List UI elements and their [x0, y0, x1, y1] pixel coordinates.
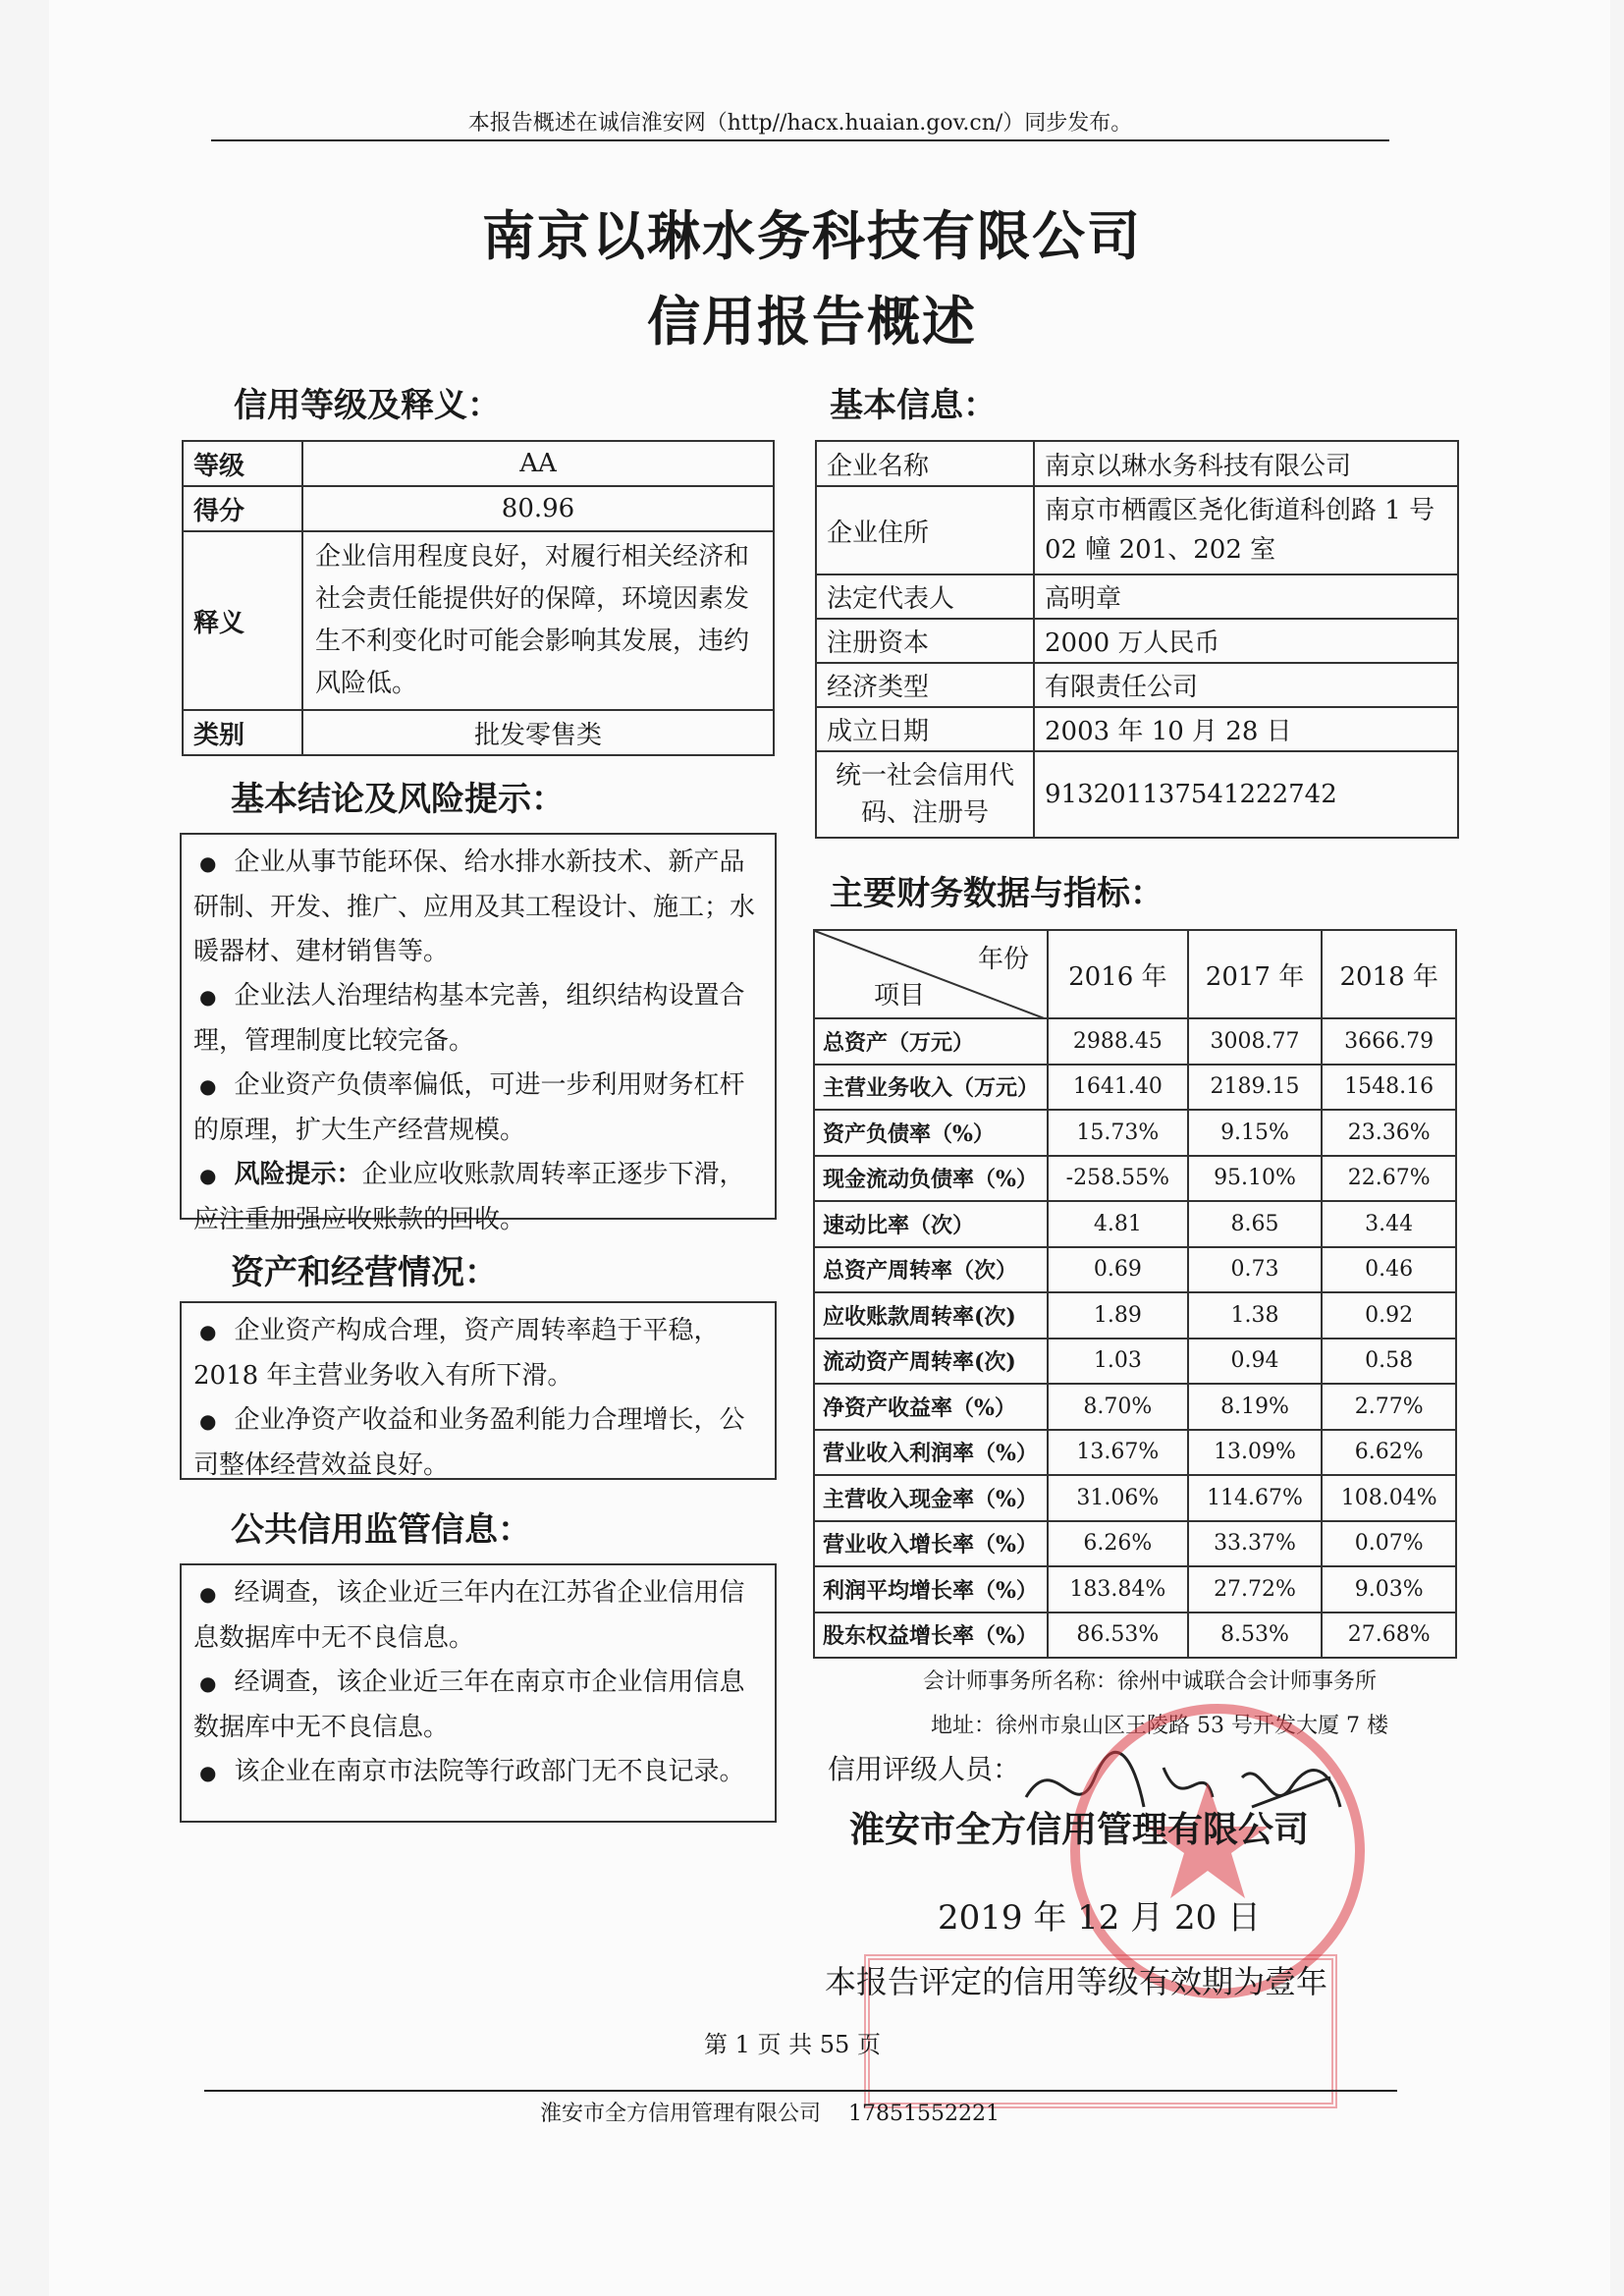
- score-value: 80.96: [302, 486, 774, 531]
- score-label: 得分: [183, 486, 302, 531]
- fin-row: [814, 1613, 1456, 1659]
- public-info-box: [180, 1563, 777, 1823]
- fin-body: [814, 1018, 1456, 1658]
- fin-value: 8.53%: [1188, 1613, 1323, 1659]
- fin-year: 2017 年: [1188, 930, 1323, 1018]
- conclusion-item: ● 企业从事节能环保、给水排水新技术、新产品研制、开发、推广、应用及其工程设计、施工；水暖器材、建材销售等。: [193, 841, 763, 974]
- header-rule: [211, 139, 1389, 141]
- fin-row: [814, 1475, 1456, 1521]
- conclusion-title: 基本结论及风险提示：: [231, 780, 565, 819]
- basic-value: 2000 万人民币: [1034, 619, 1458, 663]
- validity-note: 本报告评定的信用等级有效期为壹年: [825, 1963, 1328, 2000]
- fin-item: 总资产（万元）: [814, 1018, 1048, 1065]
- accountant-address: 地址：徐州市泉山区王陵路 53 号开发大厦 7 楼: [931, 1714, 1388, 1738]
- grade-label: 等级: [183, 441, 302, 486]
- fin-row: [814, 1292, 1456, 1339]
- fin-value: 9.03%: [1322, 1566, 1456, 1613]
- category-value: 批发零售类: [302, 710, 774, 755]
- basic-value: 有限责任公司: [1034, 663, 1458, 707]
- fin-value: 0.46: [1322, 1247, 1456, 1293]
- fin-row: [814, 1430, 1456, 1476]
- fin-value: 114.67%: [1188, 1475, 1323, 1521]
- fin-item: 利润平均增长率（%）: [814, 1566, 1048, 1613]
- report-date: 2019 年 12 月 20 日: [938, 1898, 1262, 1938]
- basic-key: 成立日期: [816, 707, 1034, 751]
- fin-value: 0.07%: [1322, 1521, 1456, 1567]
- public-item: ● 该企业在南京市法院等行政部门无不良记录。: [193, 1750, 763, 1795]
- fin-value: 6.26%: [1048, 1521, 1188, 1567]
- fin-item: 主营业务收入（万元）: [814, 1065, 1048, 1111]
- risk-item: [193, 1153, 763, 1242]
- assets-box: [180, 1301, 777, 1480]
- basic-value: 913201137541222742: [1034, 751, 1458, 838]
- fin-value: 0.73: [1188, 1247, 1323, 1293]
- fin-row: [814, 1110, 1456, 1156]
- fin-corner-cell: [814, 930, 1048, 1018]
- header-note: 本报告概述在诚信淮安网（http//hacx.huaian.gov.cn/）同步发布。: [467, 111, 1133, 136]
- basic-info-table: [815, 440, 1459, 839]
- fin-value: 33.37%: [1188, 1521, 1323, 1567]
- basic-key: 经济类型: [816, 663, 1034, 707]
- fin-value: 0.94: [1188, 1339, 1323, 1385]
- basic-value: 南京市栖霞区尧化街道科创路 1 号 02 幢 201、202 室: [1034, 486, 1458, 574]
- assets-item: ● 企业净资产收益和业务盈利能力合理增长，公司整体经营效益良好。: [193, 1398, 763, 1488]
- fin-value: 1641.40: [1048, 1065, 1188, 1111]
- basic-value: 2003 年 10 月 28 日: [1034, 707, 1458, 751]
- basic-info-title: 基本信息：: [830, 386, 997, 425]
- fin-item: 营业收入利润率（%）: [814, 1430, 1048, 1476]
- fin-item: 净资产收益率（%）: [814, 1384, 1048, 1430]
- fin-item: 股东权益增长率（%）: [814, 1613, 1048, 1659]
- fin-row: [814, 1156, 1456, 1202]
- grade-value: AA: [302, 441, 774, 486]
- basic-key: 企业名称: [816, 441, 1034, 486]
- meaning-value: 企业信用程度良好，对履行相关经济和社会责任能提供好的保障，环境因素发生不利变化时可能会影响其发展，违约风险低。: [302, 531, 774, 710]
- fin-value: 8.70%: [1048, 1384, 1188, 1430]
- fin-value: 95.10%: [1188, 1156, 1323, 1202]
- fin-value: 0.58: [1322, 1339, 1456, 1385]
- basic-key: 统一社会信用代码、注册号: [816, 751, 1034, 838]
- rater-label: 信用评级人员：: [828, 1753, 1021, 1785]
- fin-value: 13.09%: [1188, 1430, 1323, 1476]
- agency-name: 淮安市全方信用管理有限公司: [849, 1809, 1310, 1850]
- fin-row: [814, 1339, 1456, 1385]
- fin-value: 13.67%: [1048, 1430, 1188, 1476]
- grade-section-title: 信用等级及释义：: [234, 386, 501, 425]
- accountant-name: 会计师事务所名称：徐州中诚联合会计师事务所: [923, 1669, 1378, 1694]
- fin-value: 3.44: [1322, 1201, 1456, 1247]
- fin-item: 营业收入增长率（%）: [814, 1521, 1048, 1567]
- fin-value: 9.15%: [1188, 1110, 1323, 1156]
- meaning-label: 释义: [183, 531, 302, 710]
- risk-label: 风险提示：: [234, 1160, 362, 1189]
- public-info-title: 公共信用监管信息：: [231, 1510, 531, 1550]
- fin-value: -258.55%: [1048, 1156, 1188, 1202]
- fin-year: 2016 年: [1048, 930, 1188, 1018]
- basic-value: 南京以琳水务科技有限公司: [1034, 441, 1458, 486]
- grade-table: [182, 440, 775, 756]
- fin-value: 23.36%: [1322, 1110, 1456, 1156]
- fin-value: 3008.77: [1188, 1018, 1323, 1065]
- fin-item: 主营收入现金率（%）: [814, 1475, 1048, 1521]
- footer-text: 淮安市全方信用管理有限公司 17851552221: [540, 2102, 1000, 2126]
- public-item: ● 经调查，该企业近三年在南京市企业信用信息数据库中无不良信息。: [193, 1661, 763, 1750]
- public-item: ● 经调查，该企业近三年内在江苏省企业信用信息数据库中无不良信息。: [193, 1571, 763, 1661]
- fin-value: 0.92: [1322, 1292, 1456, 1339]
- fin-value: 2.77%: [1322, 1384, 1456, 1430]
- fin-value: 27.72%: [1188, 1566, 1323, 1613]
- fin-value: 4.81: [1048, 1201, 1188, 1247]
- basic-key: 企业住所: [816, 486, 1034, 574]
- fin-item: 资产负债率（%）: [814, 1110, 1048, 1156]
- fin-value: 3666.79: [1322, 1018, 1456, 1065]
- fin-value: 1548.16: [1322, 1065, 1456, 1111]
- fin-item-label: 项目: [874, 981, 926, 1011]
- fin-row: [814, 1201, 1456, 1247]
- fin-row: [814, 1384, 1456, 1430]
- conclusion-item: ● 企业资产负债率偏低，可进一步利用财务杠杆的原理，扩大生产经营规模。: [193, 1064, 763, 1153]
- basic-key: 法定代表人: [816, 574, 1034, 619]
- fin-value: 0.69: [1048, 1247, 1188, 1293]
- fin-value: 86.53%: [1048, 1613, 1188, 1659]
- fin-value: 31.06%: [1048, 1475, 1188, 1521]
- fin-row: [814, 1247, 1456, 1293]
- fin-item: 总资产周转率（次）: [814, 1247, 1048, 1293]
- fin-value: 183.84%: [1048, 1566, 1188, 1613]
- assets-item: ● 企业资产构成合理，资产周转率趋于平稳，2018 年主营业务收入有所下滑。: [193, 1309, 763, 1398]
- fin-value: 1.03: [1048, 1339, 1188, 1385]
- fin-value: 6.62%: [1322, 1430, 1456, 1476]
- fin-row: [814, 1018, 1456, 1065]
- fin-item: 速动比率（次）: [814, 1201, 1048, 1247]
- conclusion-box: [180, 833, 777, 1234]
- fin-value: 15.73%: [1048, 1110, 1188, 1156]
- fin-item: 现金流动负债率（%）: [814, 1156, 1048, 1202]
- fin-year-label: 年份: [977, 945, 1029, 974]
- fin-value: 108.04%: [1322, 1475, 1456, 1521]
- basic-key: 注册资本: [816, 619, 1034, 663]
- conclusion-item: ● 企业法人治理结构基本完善，组织结构设置合理，管理制度比较完备。: [193, 974, 763, 1064]
- page-number: 第 1 页 共 55 页: [704, 2031, 881, 2058]
- footer-rule: [204, 2090, 1397, 2092]
- fin-year: 2018 年: [1322, 930, 1456, 1018]
- assets-title: 资产和经营情况：: [231, 1253, 498, 1292]
- report-company-title: 南京以琳水务科技有限公司: [482, 204, 1142, 267]
- fin-value: 22.67%: [1322, 1156, 1456, 1202]
- fin-value: 8.19%: [1188, 1384, 1323, 1430]
- fin-value: 2988.45: [1048, 1018, 1188, 1065]
- category-label: 类别: [183, 710, 302, 755]
- report-title: 信用报告概述: [647, 290, 977, 353]
- fin-item: 流动资产周转率(次): [814, 1339, 1048, 1385]
- risk-text: 企业应收账款周转率正逐步下滑，应注重加强应收账款的回收。: [193, 1160, 745, 1234]
- basic-value: 高明章: [1034, 574, 1458, 619]
- finance-table: [813, 929, 1457, 1659]
- fin-value: 8.65: [1188, 1201, 1323, 1247]
- fin-row: [814, 1521, 1456, 1567]
- fin-item: 应收账款周转率(次): [814, 1292, 1048, 1339]
- fin-row: [814, 1065, 1456, 1111]
- fin-value: 2189.15: [1188, 1065, 1323, 1111]
- fin-value: 1.89: [1048, 1292, 1188, 1339]
- fin-value: 1.38: [1188, 1292, 1323, 1339]
- fin-value: 27.68%: [1322, 1613, 1456, 1659]
- fin-title: 主要财务数据与指标：: [830, 874, 1164, 913]
- fin-row: [814, 1566, 1456, 1613]
